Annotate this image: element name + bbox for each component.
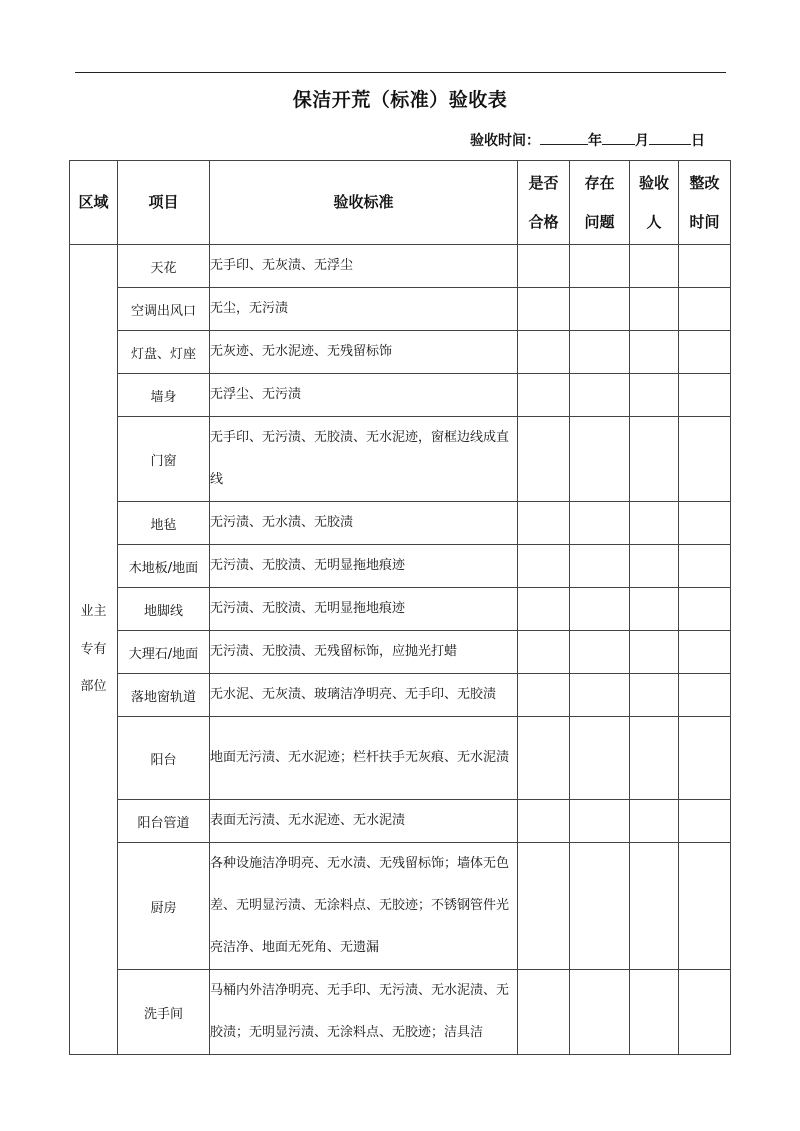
issues-cell[interactable] (570, 970, 630, 1055)
item-cell: 阳台 (118, 717, 210, 800)
fix-time-cell[interactable] (679, 843, 731, 970)
fix-time-cell[interactable] (679, 717, 731, 800)
fix-time-cell[interactable] (679, 417, 731, 502)
header-issues: 存在 问题 (570, 161, 630, 245)
year-label: 年 (588, 133, 602, 149)
year-blank[interactable] (540, 132, 588, 145)
qualified-cell[interactable] (518, 245, 570, 288)
table-row (70, 674, 731, 717)
table-row (70, 417, 731, 502)
inspector-cell[interactable] (630, 417, 679, 502)
standard-cell: 无手印、无污渍、无胶渍、无水泥迹，窗框边线成直线 (210, 417, 518, 502)
header-standard: 验收标准 (210, 161, 518, 245)
issues-cell[interactable] (570, 800, 630, 843)
item-cell: 木地板/地面 (118, 545, 210, 588)
inspector-cell[interactable] (630, 502, 679, 545)
day-label: 日 (691, 133, 705, 149)
fix-time-cell[interactable] (679, 331, 731, 374)
fix-time-cell[interactable] (679, 545, 731, 588)
inspector-cell[interactable] (630, 800, 679, 843)
item-cell: 厨房 (118, 843, 210, 970)
qualified-cell[interactable] (518, 502, 570, 545)
inspector-cell[interactable] (630, 970, 679, 1055)
standard-cell: 无手印、无灰渍、无浮尘 (210, 245, 518, 288)
standard-cell: 无污渍、无胶渍、无残留标饰，应抛光打蜡 (210, 631, 518, 674)
standard-cell: 马桶内外洁净明亮、无手印、无污渍、无水泥渍、无胶渍；无明显污渍、无涂料点、无胶迹；洁具洁 (210, 970, 518, 1055)
fix-time-cell[interactable] (679, 288, 731, 331)
table-row (70, 843, 731, 970)
item-cell: 天花 (118, 245, 210, 288)
table-row (70, 588, 731, 631)
issues-cell[interactable] (570, 374, 630, 417)
table-row (70, 502, 731, 545)
table-row (70, 717, 731, 800)
page-title: 保洁开荒（标准）验收表 (292, 89, 508, 111)
fix-time-cell[interactable] (679, 674, 731, 717)
month-label: 月 (635, 133, 649, 149)
qualified-cell[interactable] (518, 970, 570, 1055)
acceptance-table (69, 160, 731, 1055)
item-cell: 地毡 (118, 502, 210, 545)
inspection-date-line (470, 130, 705, 150)
issues-cell[interactable] (570, 417, 630, 502)
fix-time-cell[interactable] (679, 800, 731, 843)
qualified-cell[interactable] (518, 631, 570, 674)
qualified-cell[interactable] (518, 545, 570, 588)
fix-time-cell[interactable] (679, 374, 731, 417)
item-cell: 阳台管道 (118, 800, 210, 843)
inspector-cell[interactable] (630, 245, 679, 288)
inspector-cell[interactable] (630, 843, 679, 970)
standard-cell: 无水泥、无灰渍、玻璃洁净明亮、无手印、无胶渍 (210, 674, 518, 717)
qualified-cell[interactable] (518, 588, 570, 631)
standard-cell: 无灰迹、无水泥迹、无残留标饰 (210, 331, 518, 374)
inspector-cell[interactable] (630, 631, 679, 674)
header-fix-time: 整改 时间 (679, 161, 731, 245)
standard-cell: 无污渍、无水渍、无胶渍 (210, 502, 518, 545)
fix-time-cell[interactable] (679, 502, 731, 545)
item-cell: 灯盘、灯座 (118, 331, 210, 374)
item-cell: 墙身 (118, 374, 210, 417)
qualified-cell[interactable] (518, 843, 570, 970)
table-row (70, 800, 731, 843)
standard-cell: 无浮尘、无污渍 (210, 374, 518, 417)
header-inspector: 验收 人 (630, 161, 679, 245)
header-qualified: 是否 合格 (518, 161, 570, 245)
inspection-date-label: 验收时间： (470, 133, 540, 149)
item-cell: 落地窗轨道 (118, 674, 210, 717)
region-cell: 业主 专有 部位 (70, 245, 118, 1055)
standard-cell: 各种设施洁净明亮、无水渍、无残留标饰；墙体无色差、无明显污渍、无涂料点、无胶迹；不锈钢管件光亮洁净、地面无死角、无遗漏 (210, 843, 518, 970)
qualified-cell[interactable] (518, 374, 570, 417)
fix-time-cell[interactable] (679, 631, 731, 674)
issues-cell[interactable] (570, 843, 630, 970)
inspector-cell[interactable] (630, 588, 679, 631)
table-row (70, 545, 731, 588)
top-rule (75, 72, 726, 73)
item-cell: 地脚线 (118, 588, 210, 631)
fix-time-cell[interactable] (679, 970, 731, 1055)
header-row (70, 161, 731, 245)
issues-cell[interactable] (570, 331, 630, 374)
qualified-cell[interactable] (518, 417, 570, 502)
issues-cell[interactable] (570, 717, 630, 800)
qualified-cell[interactable] (518, 717, 570, 800)
issues-cell[interactable] (570, 674, 630, 717)
inspector-cell[interactable] (630, 331, 679, 374)
inspector-cell[interactable] (630, 374, 679, 417)
table-row (70, 331, 731, 374)
table-row (70, 245, 731, 288)
table-row (70, 970, 731, 1055)
inspector-cell[interactable] (630, 674, 679, 717)
qualified-cell[interactable] (518, 288, 570, 331)
month-blank[interactable] (602, 132, 635, 145)
standard-cell: 无污渍、无胶渍、无明显拖地痕迹 (210, 588, 518, 631)
item-cell: 大理石/地面 (118, 631, 210, 674)
standard-cell: 地面无污渍、无水泥迹；栏杆扶手无灰痕、无水泥渍 (210, 717, 518, 800)
standard-cell: 无污渍、无胶渍、无明显拖地痕迹 (210, 545, 518, 588)
header-item: 项目 (118, 161, 210, 245)
issues-cell[interactable] (570, 502, 630, 545)
standard-cell: 无尘，无污渍 (210, 288, 518, 331)
qualified-cell[interactable] (518, 331, 570, 374)
header-region: 区域 (70, 161, 118, 245)
item-cell: 洗手间 (118, 970, 210, 1055)
fix-time-cell[interactable] (679, 245, 731, 288)
inspector-cell[interactable] (630, 717, 679, 800)
day-blank[interactable] (649, 132, 691, 145)
item-cell: 门窗 (118, 417, 210, 502)
issues-cell[interactable] (570, 288, 630, 331)
inspector-cell[interactable] (630, 545, 679, 588)
qualified-cell[interactable] (518, 800, 570, 843)
item-cell: 空调出风口 (118, 288, 210, 331)
issues-cell[interactable] (570, 245, 630, 288)
table-row (70, 288, 731, 331)
qualified-cell[interactable] (518, 674, 570, 717)
table-row (70, 374, 731, 417)
inspector-cell[interactable] (630, 288, 679, 331)
issues-cell[interactable] (570, 588, 630, 631)
standard-cell: 表面无污渍、无水泥迹、无水泥渍 (210, 800, 518, 843)
fix-time-cell[interactable] (679, 588, 731, 631)
table-row (70, 631, 731, 674)
issues-cell[interactable] (570, 545, 630, 588)
issues-cell[interactable] (570, 631, 630, 674)
